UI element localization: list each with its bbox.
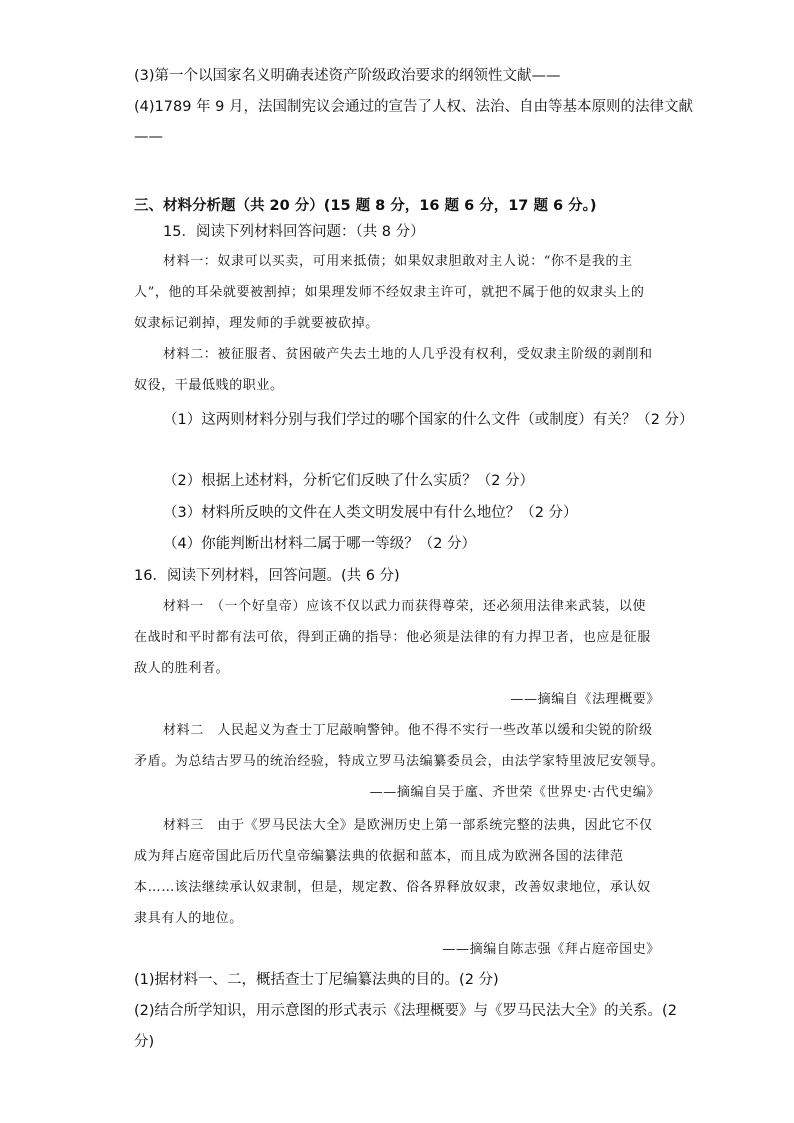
q15-sub3: （3）材料所反映的文件在人类文明发展中有什么地位？（2 分） <box>163 505 578 521</box>
q16-material2-line: 材料二 人民起义为查士丁尼敲响警钟。他不得不实行一些改革以缓和尖锐的阶级 <box>163 723 653 738</box>
q16-sub2: (2)结合所学知识，用示意图的形式表示《法理概要》与《罗马民法大全》的关系。(2 <box>134 1003 677 1019</box>
q16-material1-line: 材料一 （一个好皇帝）应该不仅以武力而获得尊荣，还必须用法律来武装，以使 <box>163 599 647 614</box>
question-3-text: (3)第一个以国家名义明确表述资产阶级政治要求的纲领性文献—— <box>134 68 561 84</box>
q16-source2: ——摘编自吴于廑、齐世荣《世界史·古代史编》 <box>369 785 660 800</box>
section-heading: 三、材料分析题（共 20 分）(15 题 8 分，16 题 6 分，17 题 6 分。) <box>134 198 597 214</box>
q16-title: 16．阅读下列材料，回答问题。(共 6 分) <box>134 568 400 584</box>
q16-material3-line: 本……该法继续承认奴隶制，但是，规定教、俗各界释放奴隶，改善奴隶地位，承认奴 <box>134 880 651 895</box>
q16-sub1: (1)据材料一、二，概括查士丁尼编纂法典的目的。(2 分) <box>134 972 499 988</box>
q16-material3-line: 成为拜占庭帝国此后历代皇帝编纂法典的依据和蓝本，而且成为欧洲各国的法律范 <box>134 849 624 864</box>
question-4-blank: —— <box>134 129 163 145</box>
q16-material1-line: 在战时和平时都有法可依，得到正确的指导：他必须是法律的有力捍卫者，也应是征服 <box>134 630 651 645</box>
q15-material1-line: 材料一：奴隶可以买卖，可用来抵债；如果奴隶胆敢对主人说：“你不是我的主 <box>163 254 633 269</box>
q16-material3-line: 材料三 由于《罗马民法大全》是欧洲历史上第一部系统完整的法典，因此它不仅 <box>163 818 653 833</box>
q15-title: 15．阅读下列材料回答问题：（共 8 分） <box>163 224 425 240</box>
q15-material1-line: 人”，他的耳朵就要被割掉；如果理发师不经奴隶主许可，就把不属于他的奴隶头上的 <box>134 285 645 300</box>
q15-material2-line: 奴役，干最低贱的职业。 <box>134 378 284 393</box>
q15-sub1: （1）这两则材料分别与我们学过的哪个国家的什么文件（或制度）有关？（2 分） <box>163 412 694 428</box>
q16-source3: ——摘编自陈志强《拜占庭帝国史》 <box>442 942 660 957</box>
question-4-text: (4)1789 年 9 月，法国制宪议会通过的宣告了人权、法治、自由等基本原则的法律文献 <box>134 99 693 115</box>
q16-source1: ——摘编自《法理概要》 <box>510 692 660 707</box>
q15-sub2: （2）根据上述材料，分析它们反映了什么实质？（2 分） <box>163 473 535 489</box>
q15-sub4: （4）你能判断出材料二属于哪一等级？（2 分） <box>163 536 477 552</box>
q16-material2-line: 矛盾。为总结古罗马的统治经验，特成立罗马法编纂委员会，由法学家特里波尼安领导。 <box>134 754 665 769</box>
q15-material2-line: 材料二：被征服者、贫困破产失去土地的人几乎没有权利，受奴隶主阶级的剥削和 <box>163 347 653 362</box>
q15-material1-line: 奴隶标记剃掉，理发师的手就要被砍掉。 <box>134 316 379 331</box>
q16-sub2-tail: 分) <box>134 1034 155 1050</box>
q16-material3-line: 隶具有人的地位。 <box>134 911 243 926</box>
q16-material1-line: 敌人的胜利者。 <box>134 661 230 676</box>
